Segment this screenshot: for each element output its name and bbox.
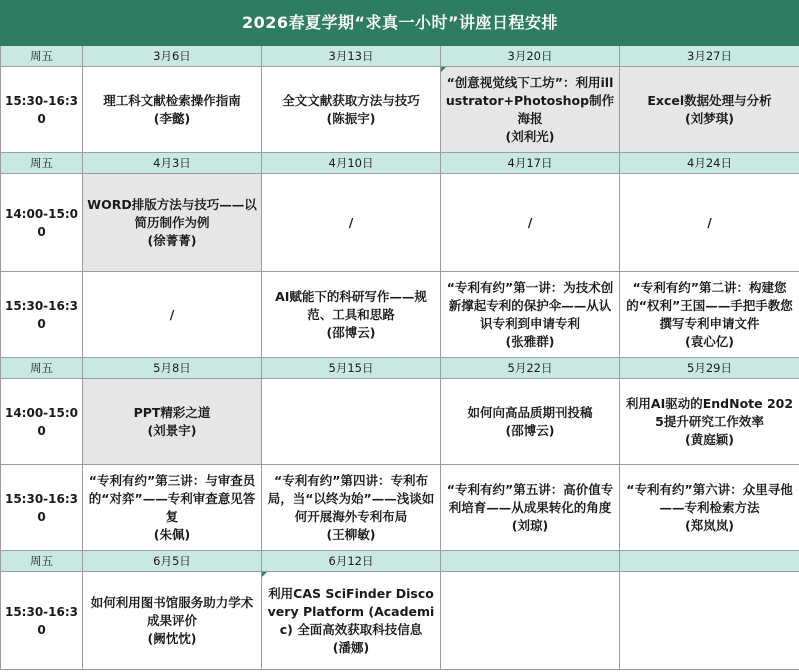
lecture-cell (83, 272, 262, 358)
lecture-speaker: (刘梦琪) (685, 110, 734, 126)
lecture-speaker: (王柳敏) (326, 526, 376, 542)
lecture-cell (620, 174, 799, 272)
date-cell (620, 551, 799, 572)
lecture-cell (262, 379, 441, 465)
lecture-speaker: (邵博云) (505, 422, 555, 438)
lecture-cell (441, 379, 620, 465)
lecture-topic: “专利有约”第五讲：高价值专利培育——从成果转化的角度 (446, 481, 614, 515)
lecture-topic: 利用AI驱动的EndNote 2025提升研究工作效率 (625, 395, 794, 429)
weekday-label: 周五 (1, 153, 83, 174)
lecture-speaker: (徐菁菁) (147, 232, 197, 248)
weekday-label: 周五 (1, 551, 83, 572)
lecture-topic: “专利有约”第三讲：与审查员的“对弈”——专利审查意见答复 (88, 472, 256, 524)
date-cell (441, 551, 620, 572)
lecture-speaker: (黄庭颖) (685, 431, 734, 447)
lecture-cell (83, 67, 262, 153)
lecture-cell (83, 379, 262, 465)
lecture-cell (262, 174, 441, 272)
lecture-topic: PPT精彩之道 (133, 404, 211, 420)
time-slot: 14:00-15:00 (1, 174, 83, 272)
lecture-speaker: (刘利光) (505, 128, 555, 144)
lecture-topic: / (348, 214, 354, 230)
lecture-topic: “专利有约”第六讲：众里寻他——专利检索方法 (626, 481, 793, 515)
lecture-speaker: (邵博云) (326, 324, 376, 340)
session-row (1, 465, 799, 551)
session-row (1, 174, 799, 272)
lecture-topic: “专利有约”第二讲：构建您的“权利”王国——手把手教您撰写专利申请文件 (626, 279, 793, 331)
lecture-cell (262, 465, 441, 551)
date-cell: 4月10日 (262, 153, 441, 174)
date-header-row (1, 46, 799, 67)
lecture-speaker: (张雅群) (505, 333, 555, 349)
lecture-topic: WORD排版方法与技巧——以简历制作为例 (87, 196, 257, 230)
lecture-speaker: (李懿) (153, 110, 191, 126)
date-cell: 3月20日 (441, 46, 620, 67)
lecture-cell (262, 272, 441, 358)
time-slot: 14:00-15:00 (1, 379, 83, 465)
lecture-topic: “专利有约”第四讲：专利布局，当“以终为始”——浅谈如何开展海外专利布局 (267, 472, 435, 524)
time-slot: 15:30-16:30 (1, 272, 83, 358)
lecture-speaker: (袁心亿) (685, 333, 734, 349)
lecture-topic: “创意视觉线下工坊”：利用illustrator+Photoshop制作海报 (445, 74, 615, 126)
lecture-cell (620, 572, 799, 670)
date-cell: 5月22日 (441, 358, 620, 379)
lecture-speaker: (郑岚岚) (685, 517, 734, 533)
lecture-cell (620, 465, 799, 551)
date-cell: 6月5日 (83, 551, 262, 572)
lecture-speaker: (阙忱忱) (147, 630, 197, 646)
lecture-cell (262, 572, 441, 670)
date-cell: 6月12日 (262, 551, 441, 572)
lecture-topic: 理工科文献检索操作指南 (103, 92, 241, 108)
lecture-cell (620, 272, 799, 358)
lecture-speaker: (陈振宇) (326, 110, 376, 126)
lecture-topic: “专利有约”第一讲：为技术创新撑起专利的保护伞——从认识专利到申请专利 (446, 279, 614, 331)
lecture-cell (441, 572, 620, 670)
lecture-topic: 利用CAS SciFinder Discovery Platform (Academic) 全面高效获取科技信息 (267, 585, 435, 637)
lecture-cell (620, 67, 799, 153)
session-row (1, 272, 799, 358)
lecture-cell (83, 572, 262, 670)
lecture-cell (83, 174, 262, 272)
time-slot: 15:30-16:30 (1, 67, 83, 153)
lecture-speaker: (刘景宇) (147, 422, 197, 438)
date-cell: 3月6日 (83, 46, 262, 67)
lecture-speaker: (朱佩) (153, 526, 191, 542)
lecture-speaker: (潘娜) (332, 639, 370, 655)
date-cell: 4月24日 (620, 153, 799, 174)
weekday-label: 周五 (1, 46, 83, 67)
session-row (1, 379, 799, 465)
lecture-cell (441, 67, 620, 153)
time-slot: 15:30-16:30 (1, 465, 83, 551)
lecture-speaker: (刘琼) (511, 517, 549, 533)
date-cell: 3月27日 (620, 46, 799, 67)
lecture-cell (620, 379, 799, 465)
date-header-row (1, 551, 799, 572)
time-slot: 15:30-16:30 (1, 572, 83, 670)
lecture-topic: Excel数据处理与分析 (647, 92, 772, 108)
date-cell: 4月17日 (441, 153, 620, 174)
lecture-topic: 如何利用图书馆服务助力学术成果评价 (90, 594, 254, 628)
lecture-cell (262, 67, 441, 153)
weekday-label: 周五 (1, 358, 83, 379)
lecture-topic: / (707, 214, 712, 230)
date-cell: 5月8日 (83, 358, 262, 379)
lecture-cell (441, 272, 620, 358)
date-cell: 5月29日 (620, 358, 799, 379)
page-title: 2026春夏学期“求真一小时”讲座日程安排 (1, 1, 799, 46)
lecture-topic: 如何向高品质期刊投稿 (467, 404, 593, 420)
lecture-cell (441, 174, 620, 272)
date-cell: 3月13日 (262, 46, 441, 67)
session-row (1, 572, 799, 670)
lecture-cell (441, 465, 620, 551)
lecture-topic: / (169, 306, 175, 322)
session-row (1, 67, 799, 153)
date-header-row (1, 358, 799, 379)
lecture-topic: AI赋能下的科研写作——规范、工具和思路 (275, 288, 427, 322)
lecture-topic: 全文文献获取方法与技巧 (282, 92, 420, 108)
date-cell: 4月3日 (83, 153, 262, 174)
date-cell: 5月15日 (262, 358, 441, 379)
lecture-cell (83, 465, 262, 551)
lecture-topic: / (527, 214, 533, 230)
date-header-row (1, 153, 799, 174)
